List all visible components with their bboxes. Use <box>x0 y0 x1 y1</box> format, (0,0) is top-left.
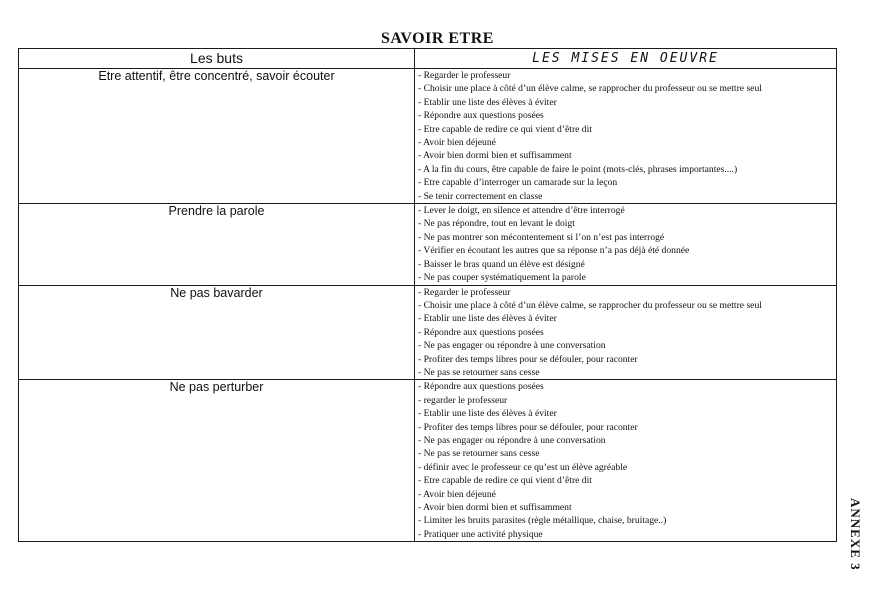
actions-list <box>415 204 836 284</box>
header-actions: LES MISES EN OEUVRE <box>415 49 837 69</box>
table-row <box>19 204 837 285</box>
actions-cell <box>415 204 837 285</box>
actions-cell <box>415 380 837 542</box>
action-item: - définir avec le professeur ce qu’est un élève agréable <box>418 461 628 473</box>
action-item: - Ne pas montrer son mécontentement si l’on n’est pas interrogé <box>418 231 665 243</box>
goal-cell: Etre attentif, être concentré, savoir écouter <box>19 69 415 204</box>
action-item: - Profiter des temps libres pour se défouler, pour raconter <box>418 421 638 433</box>
action-item: - Répondre aux questions posées <box>418 326 544 338</box>
action-item: - Limiter les bruits parasites (règle métallique, chaise, bruitage..) <box>418 515 667 527</box>
actions-cell <box>415 285 837 380</box>
action-item: - Profiter des temps libres pour se défouler, pour raconter <box>418 353 638 365</box>
action-item: - Etablir une liste des élèves à éviter <box>418 96 557 108</box>
action-item: - Vérifier en écoutant les autres que sa réponse n’a pas déjà été donnée <box>418 245 690 257</box>
action-item: - Baisser le bras quand un élève est désigné <box>418 258 585 270</box>
action-item: - Répondre aux questions posées <box>418 381 544 393</box>
savoir-etre-table <box>18 48 837 542</box>
action-item: - Ne pas se retourner sans cesse <box>418 448 540 460</box>
goal-cell: Ne pas perturber <box>19 380 415 542</box>
action-item: - Ne pas couper systématiquement la parole <box>418 272 586 284</box>
action-item: - Etre capable de redire ce qui vient d’être dit <box>418 123 592 135</box>
action-item: - Avoir bien dormi bien et suffisamment <box>418 150 572 162</box>
action-item: - Etablir une liste des élèves à éviter <box>418 408 557 420</box>
table-row <box>19 380 837 542</box>
action-item: - Ne pas engager ou répondre à une conversation <box>418 340 606 352</box>
action-item: - Lever le doigt, en silence et attendre d’être interrogé <box>418 205 625 217</box>
action-item: - Etablir une liste des élèves à éviter <box>418 313 557 325</box>
table-body <box>19 69 837 542</box>
action-item: - Etre capable d’interroger un camarade sur la leçon <box>418 177 618 189</box>
header-goals: Les buts <box>19 49 415 69</box>
action-item: - Avoir bien déjeuné <box>418 137 496 149</box>
action-item: - Avoir bien déjeuné <box>418 488 496 500</box>
actions-cell <box>415 69 837 204</box>
action-item: - Etre capable de redire ce qui vient d’être dit <box>418 475 592 487</box>
annex-label: ANNEXE 3 <box>848 498 863 571</box>
action-item: - Regarder le professeur <box>418 286 511 298</box>
table-row <box>19 69 837 204</box>
actions-list <box>415 69 836 203</box>
action-item: - Choisir une place à côté d’un élève calme, se rapprocher du professeur ou se mettre seul <box>418 83 762 95</box>
action-item: - Ne pas répondre, tout en levant le doigt <box>418 218 575 230</box>
action-item: - A la fin du cours, être capable de faire le point (mots-clés, phrases importantes....) <box>418 163 738 175</box>
actions-list <box>415 286 836 380</box>
table-row <box>19 285 837 380</box>
action-item: - Se tenir correctement en classe <box>418 190 543 202</box>
action-item: - Pratiquer une activité physique <box>418 528 543 540</box>
action-item: - Choisir une place à côté d’un élève calme, se rapprocher du professeur ou se mettre seul <box>418 299 762 311</box>
action-item: - Ne pas se retourner sans cesse <box>418 366 540 378</box>
goal-cell: Ne pas bavarder <box>19 285 415 380</box>
action-item: - Regarder le professeur <box>418 70 511 81</box>
action-item: - Ne pas engager ou répondre à une conversation <box>418 434 606 446</box>
actions-list <box>415 380 836 541</box>
action-item: - regarder le professeur <box>418 394 508 406</box>
table-header-row <box>19 49 837 69</box>
goal-cell: Prendre la parole <box>19 204 415 285</box>
page-title: SAVOIR ETRE <box>381 30 494 47</box>
action-item: - Avoir bien dormi bien et suffisamment <box>418 502 572 513</box>
action-item: - Répondre aux questions posées <box>418 110 544 122</box>
